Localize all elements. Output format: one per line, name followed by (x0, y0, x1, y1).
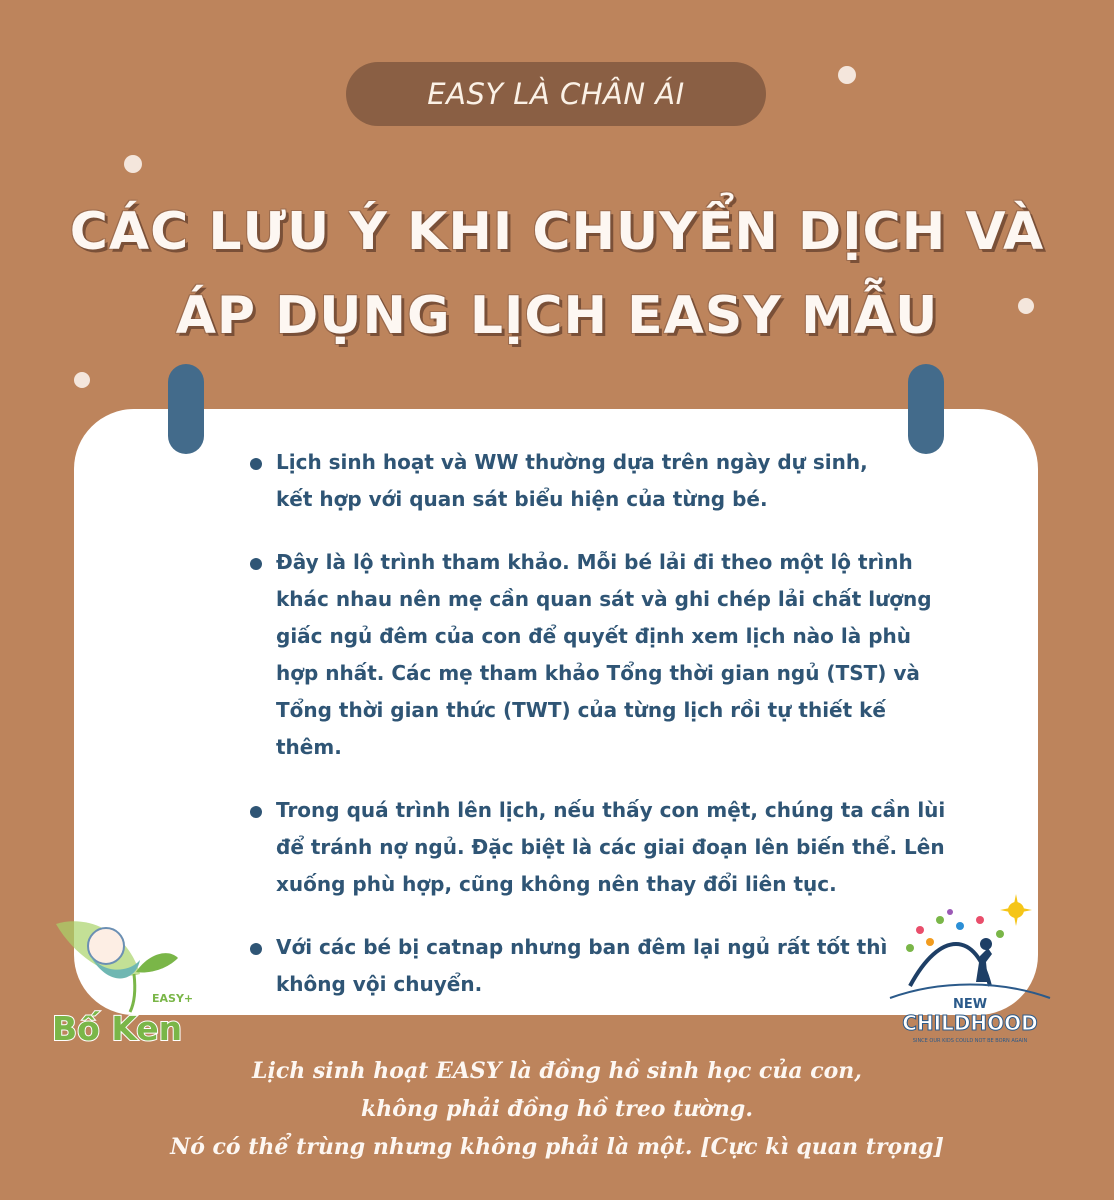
list-item (250, 544, 990, 766)
decor-dot (124, 155, 142, 173)
boken-leaf-icon (48, 912, 208, 1052)
binder-ring-right (908, 364, 944, 454)
title-line: CÁC LƯU Ý KHI CHUYỂN DỊCH VÀ (69, 202, 1045, 262)
note-text: Đây là lộ trình tham khảo. Mỗi bé lải đi theo một lộ trình khác nhau nên mẹ cần quan sát và ghi chép lải chất lượng giấc ngủ đêm của con để quyết định xem lịch nào là phù hợp nhất. Các mẹ tham khảo Tổng thời gian ngủ (TST) và Tổng thời gian thức (TWT) của từng lịch rồi tự thiết kế thêm. (276, 550, 932, 759)
bullet-icon (250, 943, 262, 955)
list-item (250, 792, 990, 903)
boken-sub-text: EASY+ (152, 992, 194, 1005)
notes-list (250, 444, 990, 1029)
bullet-icon (250, 458, 262, 470)
page-title (30, 190, 1084, 358)
bullet-icon (250, 558, 262, 570)
list-item (250, 444, 990, 518)
childhood-tagline-text: SINCE OUR KIDS COULD NOT BE BORN AGAIN (912, 1038, 1028, 1044)
footer-line: Lịch sinh hoạt EASY là đồng hồ sinh học của con, (252, 1058, 862, 1084)
list-item (250, 929, 990, 1003)
childhood-name-text: CHILDHOOD (902, 1011, 1038, 1035)
boken-name-text: Bố Ken (52, 1009, 183, 1048)
footer-line: không phải đồng hồ treo tường. (361, 1096, 753, 1122)
binder-ring-left (168, 364, 204, 454)
childhood-tree-icon (880, 890, 1060, 1050)
childhood-new-text: NEW (952, 997, 988, 1012)
footer-line: Nó có thể trùng nhưng không phải là một. [Cực kì quan trọng] (170, 1134, 944, 1160)
note-text: Với các bé bị catnap nhưng ban đêm lại ngủ rất tốt thì không vội chuyển. (276, 935, 888, 996)
new-childhood-logo (880, 890, 1060, 1050)
footer-quote (60, 1052, 1054, 1166)
bullet-icon (250, 806, 262, 818)
decor-dot (838, 66, 856, 84)
note-text: Lịch sinh hoạt và WW thường dựa trên ngày dự sinh, kết hợp với quan sát biểu hiện của từng bé. (276, 450, 868, 511)
header-tag: EASY LÀ CHÂN ÁI (346, 62, 766, 126)
decor-dot (74, 372, 90, 388)
title-line: ÁP DỤNG LỊCH EASY MẪU (175, 286, 939, 346)
note-text: Trong quá trình lên lịch, nếu thấy con mệt, chúng ta cần lùi để tránh nợ ngủ. Đặc biệt là các giai đoạn lên biến thể. Lên xuống phù hợp, cũng không nên thay đổi liên tục. (276, 798, 946, 896)
boken-logo (48, 912, 208, 1052)
